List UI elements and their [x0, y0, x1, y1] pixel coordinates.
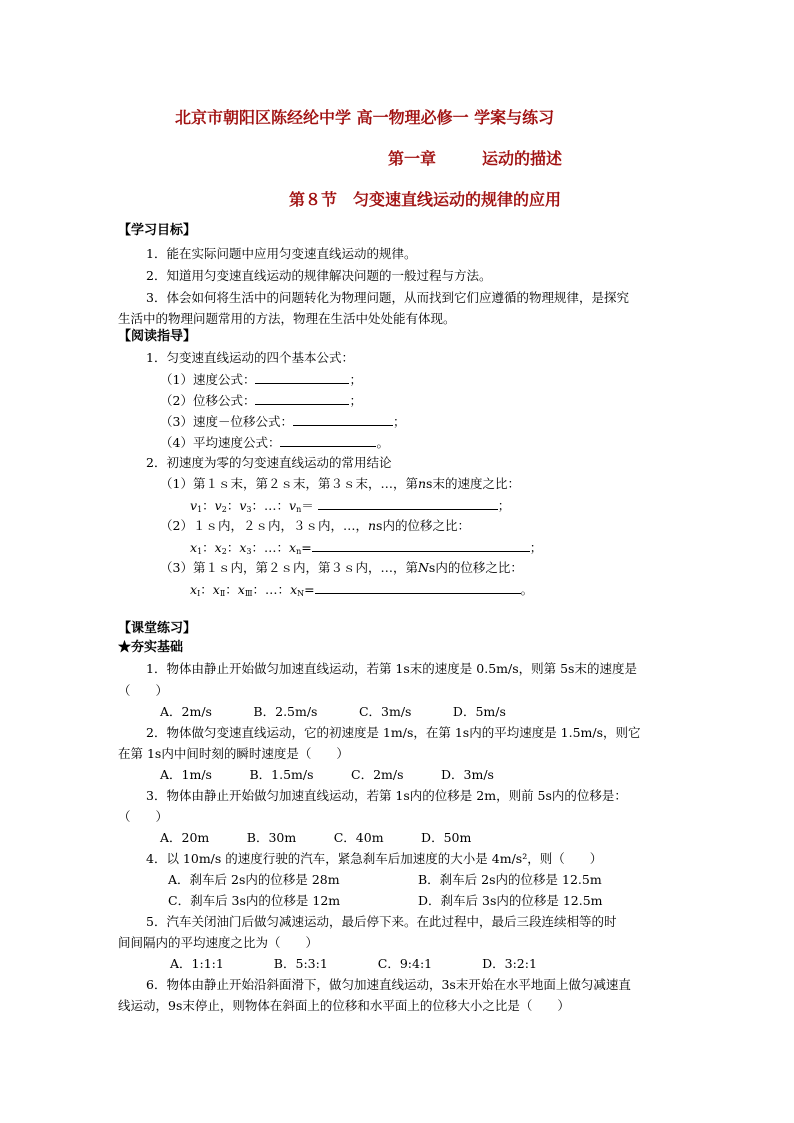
reading-heading: 【阅读指导】	[118, 329, 197, 344]
displacement-ratio: $x_1$：$x_2$：$x_3$：…：$x_n=$ ；	[190, 540, 543, 556]
formula-displacement: （2）位移公式： ；	[160, 393, 362, 408]
formula-average-velocity: （4）平均速度公式： 。	[160, 435, 389, 450]
question-2: 2．物体做匀变速直线运动，它的初速度是 1m/s，在第 1s内的平均速度是 1.5m/s，则它	[146, 725, 641, 740]
question-5-options: A．1:1:1 B．5:3:1 C．9:4:1 D．3:2:1	[170, 956, 537, 971]
practice-heading: 【课堂练习】	[118, 621, 197, 636]
chapter-number: 第一章	[388, 149, 437, 168]
question-1: 1．物体由静止开始做匀加速直线运动，若第 1s末的速度是 0.5m/s，则第 5s末的速度是	[146, 661, 637, 676]
blank-line	[293, 413, 393, 426]
question-1-bracket: （ ）	[118, 683, 169, 698]
chapter-title: 运动的描述	[482, 149, 563, 168]
question-4-option-c: C．刹车后 3s内的位移是 12m	[168, 893, 341, 908]
velocity-ratio: $v_1$：$v_2$：$v_3$：…：$v_n=$ ；	[190, 498, 511, 514]
question-3-bracket: （ ）	[118, 809, 169, 824]
conclusion-1: （1）第１ｓ末，第２ｓ末，第３ｓ末，…，第ns末的速度之比：	[160, 476, 520, 491]
formula-velocity: （1）速度公式： ；	[160, 372, 362, 387]
question-5-cont: 间间隔内的平均速度之比为（ ）	[118, 935, 319, 950]
objective-item: 3．体会如何将生活中的问题转化为物理问题，从而找到它们应遵循的物理规律，是探究	[146, 290, 629, 305]
blank-line	[318, 497, 498, 510]
question-6-cont: 线运动，9s末停止，则物体在斜面上的位移和水平面上的位移大小之比是（ ）	[118, 998, 570, 1013]
blank-line	[312, 539, 530, 552]
blank-line	[280, 434, 376, 447]
conclusion-2: （2）１ｓ内，２ｓ内，３ｓ内，…，ns内的位移之比：	[160, 518, 470, 533]
blank-line	[315, 581, 521, 594]
practice-subheading: ★夯实基础	[118, 640, 184, 655]
objective-item: 1．能在实际问题中应用匀变速直线运动的规律。	[146, 246, 417, 261]
question-6: 6．物体由静止开始沿斜面滑下，做匀加速直线运动，3s末开始在水平地面上做匀减速直	[146, 977, 631, 992]
question-1-options: A．2m/s B．2.5m/s C．3m/s D．5m/s	[160, 704, 506, 719]
reading-q1: 1．匀变速直线运动的四个基本公式：	[146, 350, 354, 365]
formula-velocity-displacement: （3）速度－位移公式： ；	[160, 414, 406, 429]
objective-item: 生活中的物理问题常用的方法，物理在生活中处处能有体现。	[118, 311, 456, 326]
section-title: 第８节 匀变速直线运动的规律的应用	[289, 190, 562, 209]
question-4-option-d: D．刹车后 3s内的位移是 12.5m	[418, 893, 603, 908]
conclusion-3: （3）第１ｓ内，第２ｓ内，第３ｓ内，…，第Ns内的位移之比：	[160, 560, 523, 575]
question-2-cont: 在第 1s内中间时刻的瞬时速度是（ ）	[118, 746, 349, 761]
question-3-options: A．20m B．30m C．40m D．50m	[160, 830, 472, 845]
objective-item: 2．知道用匀变速直线运动的规律解决问题的一般过程与方法。	[146, 268, 492, 283]
question-4-option-b: B．刹车后 2s内的位移是 12.5m	[418, 872, 602, 887]
reading-q2: 2．初速度为零的匀变速直线运动的常用结论	[146, 455, 392, 470]
question-4-option-a: A．刹车后 2s内的位移是 28m	[168, 872, 340, 887]
question-2-options: A．1m/s B．1.5m/s C．2m/s D．3m/s	[160, 767, 494, 782]
blank-line	[255, 371, 349, 384]
question-3: 3．物体由静止开始做匀加速直线运动，若第 1s内的位移是 2m，则前 5s内的位移是：	[146, 788, 627, 803]
school-title: 北京市朝阳区陈经纶中学 高一物理必修一 学案与练习	[175, 108, 555, 127]
question-4: 4．以 10m/s 的速度行驶的汽车，紧急刹车后加速度的大小是 4m/s²，则（ ）	[146, 851, 603, 866]
objectives-heading: 【学习目标】	[118, 223, 197, 238]
interval-displacement-ratio: $x_Ⅰ$：$x_Ⅱ$：$x_Ⅲ$：…：$x_N=$ 。	[190, 582, 534, 598]
blank-line	[255, 392, 349, 405]
question-5: 5．汽车关闭油门后做匀减速运动，最后停下来。在此过程中，最后三段连续相等的时	[146, 914, 617, 929]
